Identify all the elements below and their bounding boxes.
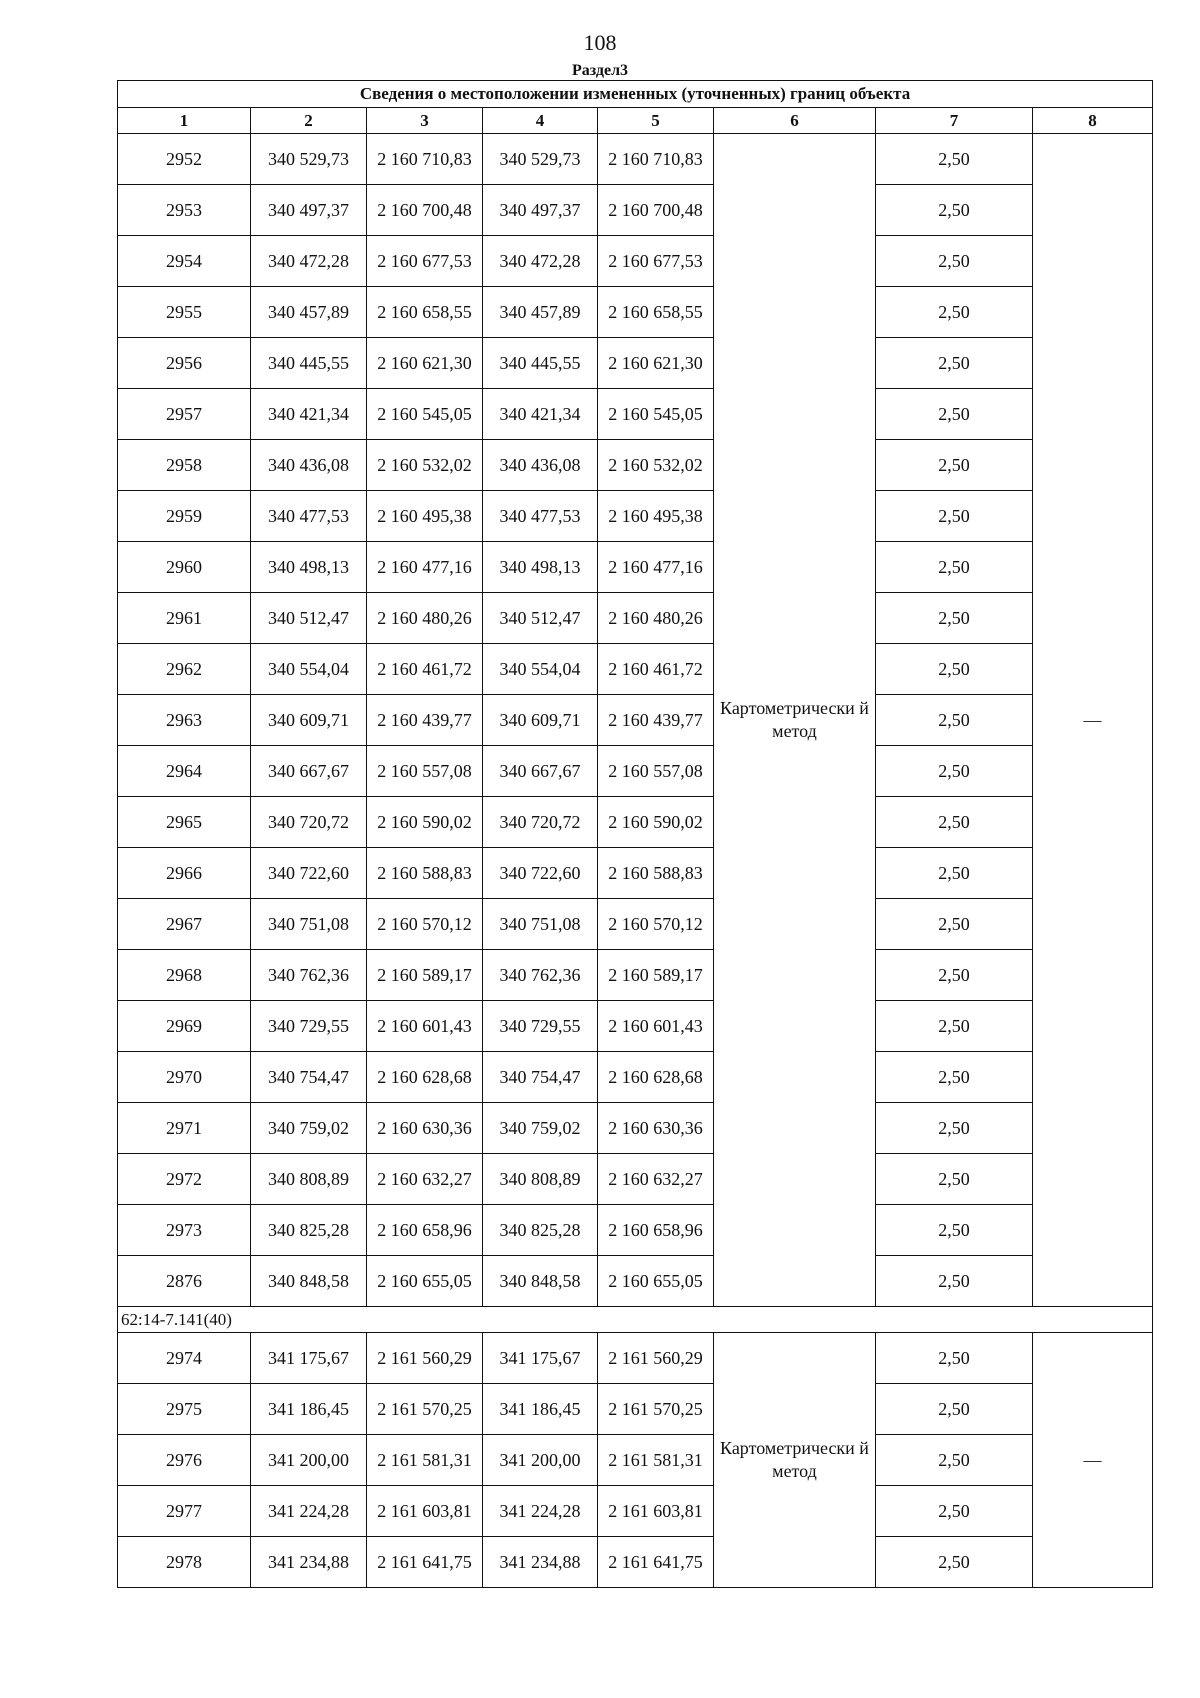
y-new-cell: 2 160 601,43 (598, 1001, 714, 1052)
y-old-cell: 2 160 495,38 (367, 491, 483, 542)
x-old-cell: 340 808,89 (251, 1154, 367, 1205)
y-old-cell: 2 160 632,27 (367, 1154, 483, 1205)
y-old-cell: 2 160 710,83 (367, 134, 483, 185)
table-row (118, 185, 1153, 236)
point-number-cell: 2967 (118, 899, 251, 950)
accuracy-cell: 2,50 (876, 134, 1033, 185)
accuracy-cell: 2,50 (876, 1154, 1033, 1205)
table-row (118, 1256, 1153, 1307)
x-old-cell: 341 224,28 (251, 1486, 367, 1537)
y-old-cell: 2 160 477,16 (367, 542, 483, 593)
column-header: 6 (714, 108, 876, 134)
column-header: 7 (876, 108, 1033, 134)
x-new-cell: 340 529,73 (483, 134, 598, 185)
table-row (118, 695, 1153, 746)
x-new-cell: 340 751,08 (483, 899, 598, 950)
x-new-cell: 340 436,08 (483, 440, 598, 491)
method-cell: Картометрически й метод (714, 134, 876, 1307)
accuracy-cell: 2,50 (876, 1103, 1033, 1154)
page-number: 108 (583, 30, 617, 55)
point-number-cell: 2959 (118, 491, 251, 542)
accuracy-cell: 2,50 (876, 1537, 1033, 1588)
table-row (118, 440, 1153, 491)
table-row (118, 287, 1153, 338)
accuracy-cell: 2,50 (876, 1001, 1033, 1052)
x-old-cell: 341 175,67 (251, 1333, 367, 1384)
point-number-cell: 2955 (118, 287, 251, 338)
x-old-cell: 340 609,71 (251, 695, 367, 746)
accuracy-cell: 2,50 (876, 746, 1033, 797)
accuracy-cell: 2,50 (876, 644, 1033, 695)
accuracy-cell: 2,50 (876, 899, 1033, 950)
table-row (118, 1384, 1153, 1435)
x-old-cell: 340 722,60 (251, 848, 367, 899)
y-old-cell: 2 160 570,12 (367, 899, 483, 950)
table-row (118, 848, 1153, 899)
table-row (118, 491, 1153, 542)
y-new-cell: 2 160 588,83 (598, 848, 714, 899)
accuracy-cell: 2,50 (876, 1333, 1033, 1384)
table-row (118, 236, 1153, 287)
x-new-cell: 340 477,53 (483, 491, 598, 542)
point-number-cell: 2964 (118, 746, 251, 797)
y-new-cell: 2 160 658,55 (598, 287, 714, 338)
x-old-cell: 340 762,36 (251, 950, 367, 1001)
coordinates-table (117, 80, 1153, 1588)
x-new-cell: 340 512,47 (483, 593, 598, 644)
x-old-cell: 340 445,55 (251, 338, 367, 389)
y-new-cell: 2 160 439,77 (598, 695, 714, 746)
table-row (118, 1333, 1153, 1384)
point-number-cell: 2957 (118, 389, 251, 440)
x-old-cell: 340 421,34 (251, 389, 367, 440)
table-body (118, 134, 1153, 1588)
y-new-cell: 2 160 590,02 (598, 797, 714, 848)
table-caption: Сведения о местоположении измененных (уточненных) границ объекта (118, 81, 1153, 108)
y-old-cell: 2 160 700,48 (367, 185, 483, 236)
y-new-cell: 2 161 570,25 (598, 1384, 714, 1435)
y-old-cell: 2 161 570,25 (367, 1384, 483, 1435)
y-old-cell: 2 160 628,68 (367, 1052, 483, 1103)
point-number-cell: 2958 (118, 440, 251, 491)
y-new-cell: 2 160 557,08 (598, 746, 714, 797)
point-number-cell: 2974 (118, 1333, 251, 1384)
accuracy-cell: 2,50 (876, 542, 1033, 593)
point-number-cell: 2978 (118, 1537, 251, 1588)
table-row (118, 389, 1153, 440)
table-caption-row (118, 81, 1153, 108)
x-new-cell: 340 609,71 (483, 695, 598, 746)
x-old-cell: 340 436,08 (251, 440, 367, 491)
x-new-cell: 340 667,67 (483, 746, 598, 797)
x-old-cell: 340 720,72 (251, 797, 367, 848)
x-old-cell: 340 477,53 (251, 491, 367, 542)
point-number-cell: 2954 (118, 236, 251, 287)
x-old-cell: 340 498,13 (251, 542, 367, 593)
x-new-cell: 340 848,58 (483, 1256, 598, 1307)
x-old-cell: 340 848,58 (251, 1256, 367, 1307)
point-number-cell: 2970 (118, 1052, 251, 1103)
y-new-cell: 2 160 658,96 (598, 1205, 714, 1256)
x-old-cell: 340 554,04 (251, 644, 367, 695)
x-new-cell: 340 554,04 (483, 644, 598, 695)
x-old-cell: 340 512,47 (251, 593, 367, 644)
x-old-cell: 340 472,28 (251, 236, 367, 287)
table-row (118, 1103, 1153, 1154)
y-old-cell: 2 160 601,43 (367, 1001, 483, 1052)
group-label: 62:14-7.141(40) (118, 1307, 1153, 1333)
y-new-cell: 2 160 477,16 (598, 542, 714, 593)
y-new-cell: 2 161 641,75 (598, 1537, 714, 1588)
y-new-cell: 2 160 621,30 (598, 338, 714, 389)
accuracy-cell: 2,50 (876, 1205, 1033, 1256)
y-new-cell: 2 160 589,17 (598, 950, 714, 1001)
accuracy-cell: 2,50 (876, 1256, 1033, 1307)
x-new-cell: 340 421,34 (483, 389, 598, 440)
accuracy-cell: 2,50 (876, 848, 1033, 899)
y-new-cell: 2 160 655,05 (598, 1256, 714, 1307)
y-old-cell: 2 161 603,81 (367, 1486, 483, 1537)
table-row (118, 1001, 1153, 1052)
y-old-cell: 2 160 589,17 (367, 950, 483, 1001)
y-new-cell: 2 161 603,81 (598, 1486, 714, 1537)
x-new-cell: 340 472,28 (483, 236, 598, 287)
accuracy-cell: 2,50 (876, 389, 1033, 440)
table-row (118, 644, 1153, 695)
accuracy-cell: 2,50 (876, 491, 1033, 542)
y-old-cell: 2 160 532,02 (367, 440, 483, 491)
accuracy-cell: 2,50 (876, 287, 1033, 338)
point-number-cell: 2965 (118, 797, 251, 848)
table-row (118, 1205, 1153, 1256)
x-new-cell: 340 754,47 (483, 1052, 598, 1103)
table-row (118, 1486, 1153, 1537)
table-row (118, 134, 1153, 185)
y-new-cell: 2 160 480,26 (598, 593, 714, 644)
accuracy-cell: 2,50 (876, 236, 1033, 287)
x-old-cell: 340 751,08 (251, 899, 367, 950)
column-header: 5 (598, 108, 714, 134)
point-number-cell: 2969 (118, 1001, 251, 1052)
y-old-cell: 2 161 560,29 (367, 1333, 483, 1384)
y-old-cell: 2 160 588,83 (367, 848, 483, 899)
point-number-cell: 2973 (118, 1205, 251, 1256)
table-row (118, 338, 1153, 389)
y-new-cell: 2 160 495,38 (598, 491, 714, 542)
x-new-cell: 341 200,00 (483, 1435, 598, 1486)
accuracy-cell: 2,50 (876, 338, 1033, 389)
y-old-cell: 2 160 621,30 (367, 338, 483, 389)
x-old-cell: 341 234,88 (251, 1537, 367, 1588)
table-row (118, 542, 1153, 593)
y-new-cell: 2 160 630,36 (598, 1103, 714, 1154)
y-old-cell: 2 160 557,08 (367, 746, 483, 797)
x-old-cell: 340 667,67 (251, 746, 367, 797)
column-header: 2 (251, 108, 367, 134)
y-new-cell: 2 160 710,83 (598, 134, 714, 185)
y-new-cell: 2 160 545,05 (598, 389, 714, 440)
point-number-cell: 2963 (118, 695, 251, 746)
y-old-cell: 2 160 480,26 (367, 593, 483, 644)
y-old-cell: 2 161 641,75 (367, 1537, 483, 1588)
point-number-cell: 2953 (118, 185, 251, 236)
y-new-cell: 2 160 570,12 (598, 899, 714, 950)
table-row (118, 950, 1153, 1001)
accuracy-cell: 2,50 (876, 1384, 1033, 1435)
column-header: 4 (483, 108, 598, 134)
column-header: 3 (367, 108, 483, 134)
x-old-cell: 340 759,02 (251, 1103, 367, 1154)
accuracy-cell: 2,50 (876, 695, 1033, 746)
y-old-cell: 2 160 677,53 (367, 236, 483, 287)
x-new-cell: 341 186,45 (483, 1384, 598, 1435)
y-old-cell: 2 160 439,77 (367, 695, 483, 746)
y-new-cell: 2 161 581,31 (598, 1435, 714, 1486)
point-number-cell: 2977 (118, 1486, 251, 1537)
x-new-cell: 340 762,36 (483, 950, 598, 1001)
y-new-cell: 2 161 560,29 (598, 1333, 714, 1384)
section-title: Раздел3 (571, 62, 629, 79)
x-old-cell: 341 200,00 (251, 1435, 367, 1486)
table-row (118, 1154, 1153, 1205)
point-number-cell: 2876 (118, 1256, 251, 1307)
x-new-cell: 340 498,13 (483, 542, 598, 593)
y-new-cell: 2 160 461,72 (598, 644, 714, 695)
x-new-cell: 341 175,67 (483, 1333, 598, 1384)
accuracy-cell: 2,50 (876, 1486, 1033, 1537)
point-number-cell: 2956 (118, 338, 251, 389)
point-number-cell: 2966 (118, 848, 251, 899)
y-old-cell: 2 160 655,05 (367, 1256, 483, 1307)
group-label-row (118, 1307, 1153, 1333)
point-number-cell: 2961 (118, 593, 251, 644)
x-old-cell: 340 457,89 (251, 287, 367, 338)
table-row (118, 899, 1153, 950)
accuracy-cell: 2,50 (876, 950, 1033, 1001)
y-old-cell: 2 160 461,72 (367, 644, 483, 695)
point-number-cell: 2968 (118, 950, 251, 1001)
x-new-cell: 340 457,89 (483, 287, 598, 338)
point-number-cell: 2972 (118, 1154, 251, 1205)
note-cell: — (1033, 134, 1153, 1307)
x-new-cell: 340 729,55 (483, 1001, 598, 1052)
point-number-cell: 2960 (118, 542, 251, 593)
x-old-cell: 340 754,47 (251, 1052, 367, 1103)
accuracy-cell: 2,50 (876, 797, 1033, 848)
column-header: 1 (118, 108, 251, 134)
x-new-cell: 341 224,28 (483, 1486, 598, 1537)
x-old-cell: 340 729,55 (251, 1001, 367, 1052)
table-row (118, 1052, 1153, 1103)
y-old-cell: 2 160 630,36 (367, 1103, 483, 1154)
y-new-cell: 2 160 700,48 (598, 185, 714, 236)
x-new-cell: 340 759,02 (483, 1103, 598, 1154)
x-new-cell: 341 234,88 (483, 1537, 598, 1588)
y-new-cell: 2 160 628,68 (598, 1052, 714, 1103)
accuracy-cell: 2,50 (876, 1052, 1033, 1103)
accuracy-cell: 2,50 (876, 440, 1033, 491)
column-header: 8 (1033, 108, 1153, 134)
point-number-cell: 2975 (118, 1384, 251, 1435)
table-row (118, 746, 1153, 797)
point-number-cell: 2962 (118, 644, 251, 695)
y-new-cell: 2 160 677,53 (598, 236, 714, 287)
x-new-cell: 340 722,60 (483, 848, 598, 899)
x-old-cell: 340 825,28 (251, 1205, 367, 1256)
x-new-cell: 340 445,55 (483, 338, 598, 389)
column-header-row (118, 108, 1153, 134)
point-number-cell: 2976 (118, 1435, 251, 1486)
accuracy-cell: 2,50 (876, 185, 1033, 236)
table-row (118, 593, 1153, 644)
table-row (118, 1435, 1153, 1486)
table-row (118, 1537, 1153, 1588)
method-cell: Картометрически й метод (714, 1333, 876, 1588)
y-old-cell: 2 160 545,05 (367, 389, 483, 440)
x-new-cell: 340 808,89 (483, 1154, 598, 1205)
x-old-cell: 341 186,45 (251, 1384, 367, 1435)
x-new-cell: 340 825,28 (483, 1205, 598, 1256)
point-number-cell: 2952 (118, 134, 251, 185)
point-number-cell: 2971 (118, 1103, 251, 1154)
x-old-cell: 340 529,73 (251, 134, 367, 185)
accuracy-cell: 2,50 (876, 1435, 1033, 1486)
y-old-cell: 2 160 658,55 (367, 287, 483, 338)
accuracy-cell: 2,50 (876, 593, 1033, 644)
x-new-cell: 340 720,72 (483, 797, 598, 848)
y-old-cell: 2 160 590,02 (367, 797, 483, 848)
note-cell: — (1033, 1333, 1153, 1588)
x-new-cell: 340 497,37 (483, 185, 598, 236)
x-old-cell: 340 497,37 (251, 185, 367, 236)
y-old-cell: 2 160 658,96 (367, 1205, 483, 1256)
table-row (118, 797, 1153, 848)
y-new-cell: 2 160 532,02 (598, 440, 714, 491)
y-new-cell: 2 160 632,27 (598, 1154, 714, 1205)
y-old-cell: 2 161 581,31 (367, 1435, 483, 1486)
